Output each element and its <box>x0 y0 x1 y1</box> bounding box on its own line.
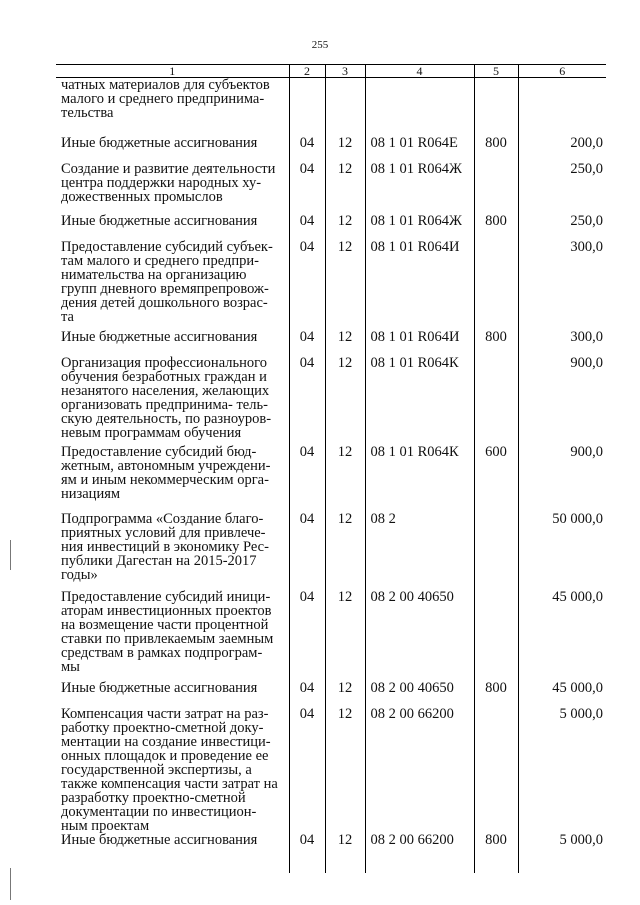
row-expense-type <box>474 590 518 681</box>
row-name: Организация профессионального обучения безработных граждан и незанятого населения, желающих организовать предпринима- тель- скую деятельность, по разноуров- невым программам обучения <box>61 354 272 441</box>
row-name: Иные бюджетные ассигнования <box>61 212 258 229</box>
row-subsection: 12 <box>325 590 365 681</box>
row-target-code: 08 2 <box>365 512 474 590</box>
row-target-code <box>365 78 474 136</box>
page-number: 255 <box>311 39 329 51</box>
header-col-2: 2 <box>289 65 325 78</box>
table-row <box>56 330 606 356</box>
row-expense-type: 800 <box>474 330 518 356</box>
row-section: 04 <box>289 512 325 590</box>
row-section <box>289 78 325 136</box>
row-amount: 45 000,0 <box>518 590 606 681</box>
row-expense-type <box>474 162 518 214</box>
table-row <box>56 78 606 136</box>
table-row <box>56 707 606 833</box>
row-name: Создание и развитие деятельности центра поддержки народных ху- дожественных промыслов <box>61 160 276 205</box>
row-amount: 300,0 <box>518 240 606 330</box>
header-col-3: 3 <box>325 65 365 78</box>
row-section: 04 <box>289 356 325 445</box>
row-section: 04 <box>289 681 325 707</box>
table-row <box>56 356 606 445</box>
row-target-code: 08 1 01 R064И <box>365 330 474 356</box>
row-section: 04 <box>289 445 325 512</box>
row-amount: 50 000,0 <box>518 512 606 590</box>
row-subsection: 12 <box>325 162 365 214</box>
table-row <box>56 681 606 707</box>
table-row <box>56 445 606 512</box>
row-name: Предоставление субсидий бюд- жетным, автономным учреждени- ям и иным некоммерческим орга- низациям <box>61 443 271 502</box>
row-amount <box>518 78 606 136</box>
row-expense-type: 600 <box>474 445 518 512</box>
row-section: 04 <box>289 162 325 214</box>
row-expense-type: 800 <box>474 681 518 707</box>
row-section: 04 <box>289 330 325 356</box>
row-expense-type <box>474 512 518 590</box>
left-margin-line <box>10 868 11 900</box>
row-section: 04 <box>289 136 325 162</box>
row-name: Предоставление субсидий иници- аторам инвестиционных проектов на возмещение части процентной ставки по привлекаемым заемным средствам в рамках подпрограм- мы <box>61 588 274 675</box>
row-expense-type: 800 <box>474 833 518 873</box>
row-target-code: 08 2 00 40650 <box>365 681 474 707</box>
row-target-code: 08 2 00 66200 <box>365 707 474 833</box>
row-section: 04 <box>289 240 325 330</box>
row-section: 04 <box>289 833 325 873</box>
row-target-code: 08 1 01 R064К <box>365 445 474 512</box>
row-expense-type: 800 <box>474 214 518 240</box>
row-subsection: 12 <box>325 136 365 162</box>
header-col-6: 6 <box>518 65 606 78</box>
row-amount: 45 000,0 <box>518 681 606 707</box>
header-col-5: 5 <box>474 65 518 78</box>
row-name: Иные бюджетные ассигнования <box>61 328 258 345</box>
table-row <box>56 136 606 162</box>
row-amount: 5 000,0 <box>518 833 606 873</box>
budget-table <box>56 64 606 873</box>
row-section: 04 <box>289 707 325 833</box>
row-target-code: 08 1 01 R064Ж <box>365 214 474 240</box>
row-target-code: 08 2 00 40650 <box>365 590 474 681</box>
row-name: Компенсация части затрат на раз- работку проектно-сметной доку- ментации на создание инвестици- онных площадок и проведение ее государственной экспертизы, а также компенсация части затрат на разработку проектно-сметной документации по инвестицион- ным проектам <box>61 705 278 834</box>
table-row <box>56 512 606 590</box>
row-amount: 900,0 <box>518 445 606 512</box>
row-subsection: 12 <box>325 445 365 512</box>
row-expense-type: 800 <box>474 136 518 162</box>
row-expense-type <box>474 78 518 136</box>
row-target-code: 08 2 00 66200 <box>365 833 474 873</box>
row-subsection: 12 <box>325 707 365 833</box>
row-amount: 200,0 <box>518 136 606 162</box>
row-expense-type <box>474 240 518 330</box>
header-col-4: 4 <box>365 65 474 78</box>
row-amount: 300,0 <box>518 330 606 356</box>
row-subsection: 12 <box>325 214 365 240</box>
row-amount: 5 000,0 <box>518 707 606 833</box>
table-row <box>56 214 606 240</box>
row-name: Иные бюджетные ассигнования <box>61 134 258 151</box>
left-margin-line <box>10 540 11 570</box>
table-row <box>56 162 606 214</box>
row-name: Иные бюджетные ассигнования <box>61 831 258 848</box>
row-target-code: 08 1 01 R064К <box>365 356 474 445</box>
row-target-code: 08 1 01 R064Ж <box>365 162 474 214</box>
row-name: чатных материалов для субъектов малого и среднего предпринима- тельства <box>61 77 270 121</box>
row-subsection: 12 <box>325 330 365 356</box>
row-name: Иные бюджетные ассигнования <box>61 679 258 696</box>
row-amount: 250,0 <box>518 162 606 214</box>
row-subsection <box>325 78 365 136</box>
row-target-code: 08 1 01 R064Е <box>365 136 474 162</box>
row-expense-type <box>474 707 518 833</box>
row-subsection: 12 <box>325 356 365 445</box>
table-row <box>56 240 606 330</box>
row-subsection: 12 <box>325 240 365 330</box>
row-section: 04 <box>289 214 325 240</box>
table-row <box>56 833 606 873</box>
header-col-1: 1 <box>56 65 289 78</box>
row-subsection: 12 <box>325 833 365 873</box>
row-expense-type <box>474 356 518 445</box>
table-row <box>56 590 606 681</box>
row-amount: 900,0 <box>518 356 606 445</box>
row-section: 04 <box>289 590 325 681</box>
row-amount: 250,0 <box>518 214 606 240</box>
row-subsection: 12 <box>325 512 365 590</box>
row-subsection: 12 <box>325 681 365 707</box>
table-header-row <box>56 65 606 78</box>
row-target-code: 08 1 01 R064И <box>365 240 474 330</box>
row-name: Предоставление субсидий субъек- там малого и среднего предпри- нимательства на организацию групп дневного времяпрепровож- дения детей дошкольного возрас- та <box>61 238 273 325</box>
row-name: Подпрограмма «Создание благо- приятных условий для привлече- ния инвестиций в экономику Рес- публики Дагестан на 2015-2017 годы» <box>61 510 269 583</box>
